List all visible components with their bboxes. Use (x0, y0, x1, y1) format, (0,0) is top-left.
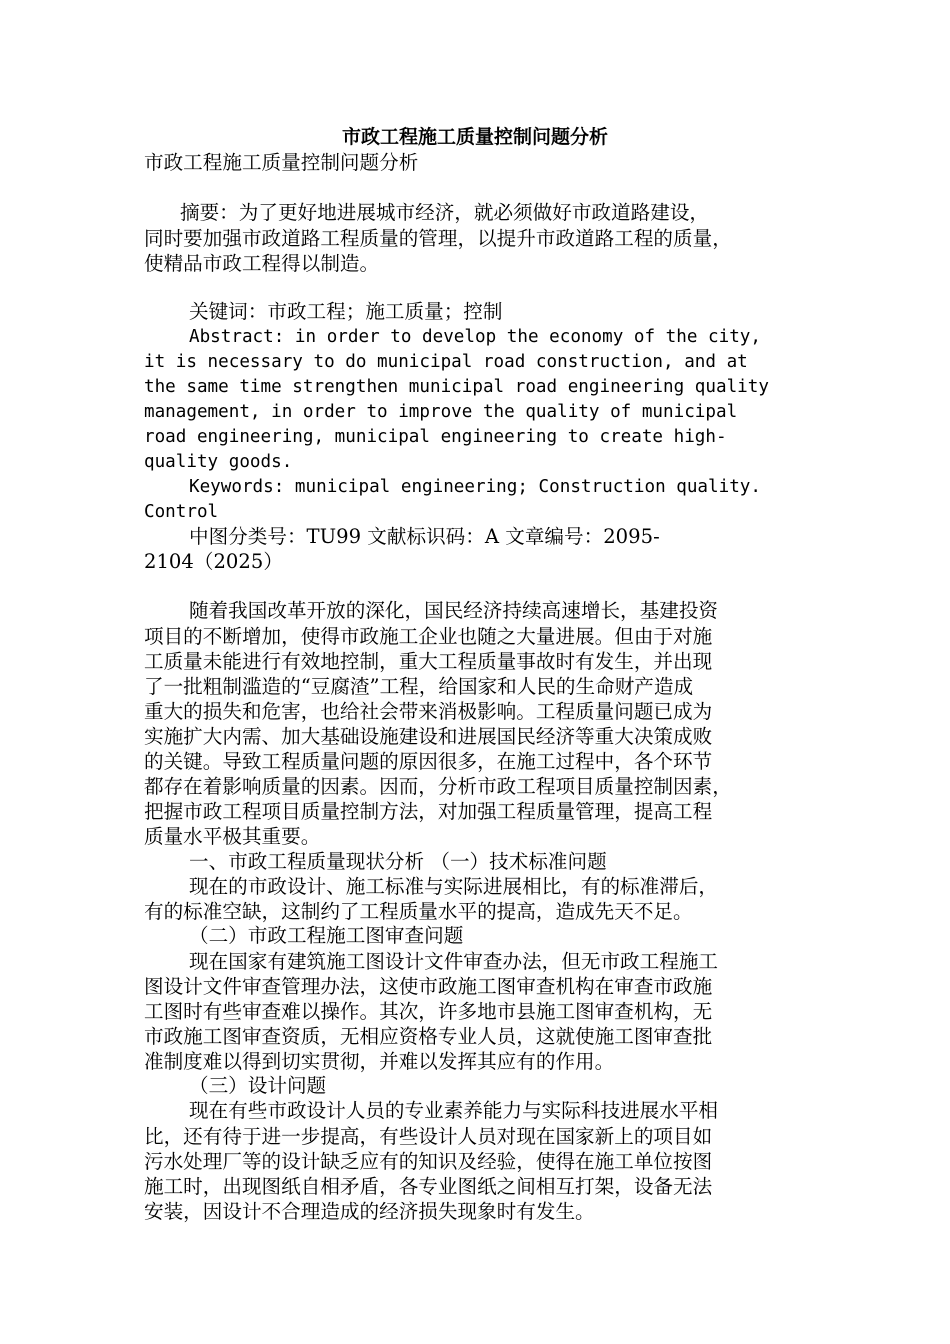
keywords-en-line: Keywords: municipal engineering; Construction quality. (189, 477, 761, 497)
abstract-en-line: quality goods. (144, 452, 293, 472)
document-title: 市政工程施工质量控制问题分析 (341, 126, 608, 148)
section-paragraph-line: 比，还有待于进一步提高，有些设计人员对现在国家新上的项目如 (144, 1125, 713, 1148)
keywords-en-line: Control (144, 502, 219, 522)
section-paragraph-line: 现在国家有建筑施工图设计文件审查办法，但无市政工程施工 (189, 950, 719, 973)
section-heading: （二）市政工程施工图审查问题 (189, 924, 464, 947)
abstract-en-line: Abstract: in order to develop the economy of the city, (189, 327, 761, 347)
section-paragraph-line: 安装，因设计不合理造成的经济损失现象时有发生。 (144, 1200, 595, 1223)
abstract-en-line: it is necessary to do municipal road construction, and at (144, 352, 748, 372)
intro-paragraph-line: 重大的损失和危害，也给社会带来消极影响。工程质量问题已成为 (144, 700, 713, 723)
section-paragraph-line: 施工时，出现图纸自相矛盾，各专业图纸之间相互打架，设备无法 (144, 1175, 713, 1198)
abstract-cn-line: 使精品市政工程得以制造。 (144, 252, 380, 275)
section-paragraph-line: 工图时有些审查难以操作。其次，许多地市县施工图审查机构，无 (144, 1000, 713, 1023)
intro-paragraph-line: 实施扩大内需、加大基础设施建设和进展国民经济等重大决策成败 (144, 725, 713, 748)
section-paragraph-line: 图设计文件审查管理办法，这使市政施工图审查机构在审查市政施 (144, 975, 713, 998)
intro-paragraph-line: 了一批粗制滥造的“豆腐渣”工程，给国家和人民的生命财产造成 (144, 675, 694, 698)
intro-paragraph-line: 的关键。导致工程质量问题的原因很多，在施工过程中，各个环节 (144, 750, 713, 773)
classification-line: 中图分类号：TU99 文献标识码：A 文章编号：2095- (189, 525, 660, 548)
abstract-cn-line: 同时要加强市政道路工程质量的管理，以提升市政道路工程的质量， (144, 227, 732, 250)
abstract-cn-line: 摘要：为了更好地进展城市经济，就必须做好市政道路建设， (180, 201, 710, 224)
keywords-cn: 关键词：市政工程；施工质量；控制 (189, 300, 503, 323)
intro-paragraph-line: 把握市政工程项目质量控制方法，对加强工程质量管理，提高工程 (144, 800, 713, 823)
section-paragraph-line: 现在的市政设计、施工标准与实际进展相比，有的标准滞后， (189, 875, 719, 898)
section-heading: 一、市政工程质量现状分析 （一）技术标准问题 (189, 850, 607, 873)
section-paragraph-line: 污水处理厂等的设计缺乏应有的知识及经验，使得在施工单位按图 (144, 1150, 713, 1173)
intro-paragraph-line: 项目的不断增加，使得市政施工企业也随之大量进展。但由于对施 (144, 625, 713, 648)
document-subtitle: 市政工程施工质量控制问题分析 (144, 151, 419, 174)
classification-line: 2104（2025） (144, 550, 283, 573)
intro-paragraph-line: 工质量未能进行有效地控制，重大工程质量事故时有发生，并出现 (144, 650, 713, 673)
section-paragraph-line: 准制度难以得到切实贯彻，并难以发挥其应有的作用。 (144, 1050, 615, 1073)
abstract-en-line: the same time strengthen municipal road engineering quality (144, 377, 769, 397)
section-paragraph-line: 现在有些市政设计人员的专业素养能力与实际科技进展水平相 (189, 1099, 719, 1122)
abstract-en-line: management, in order to improve the quality of municipal (144, 402, 738, 422)
intro-paragraph-line: 质量水平极其重要。 (144, 825, 321, 848)
intro-paragraph-line: 都存在着影响质量的因素。因而，分析市政工程项目质量控制因素， (144, 775, 732, 798)
abstract-en-line: road engineering, municipal engineering to create high- (144, 427, 727, 447)
section-paragraph-line: 有的标准空缺，这制约了工程质量水平的提高，造成先天不足。 (144, 900, 693, 923)
section-paragraph-line: 市政施工图审查资质，无相应资格专业人员，这就使施工图审查批 (144, 1025, 713, 1048)
intro-paragraph-line: 随着我国改革开放的深化，国民经济持续高速增长，基建投资 (189, 599, 719, 622)
section-heading: （三）设计问题 (189, 1074, 327, 1097)
